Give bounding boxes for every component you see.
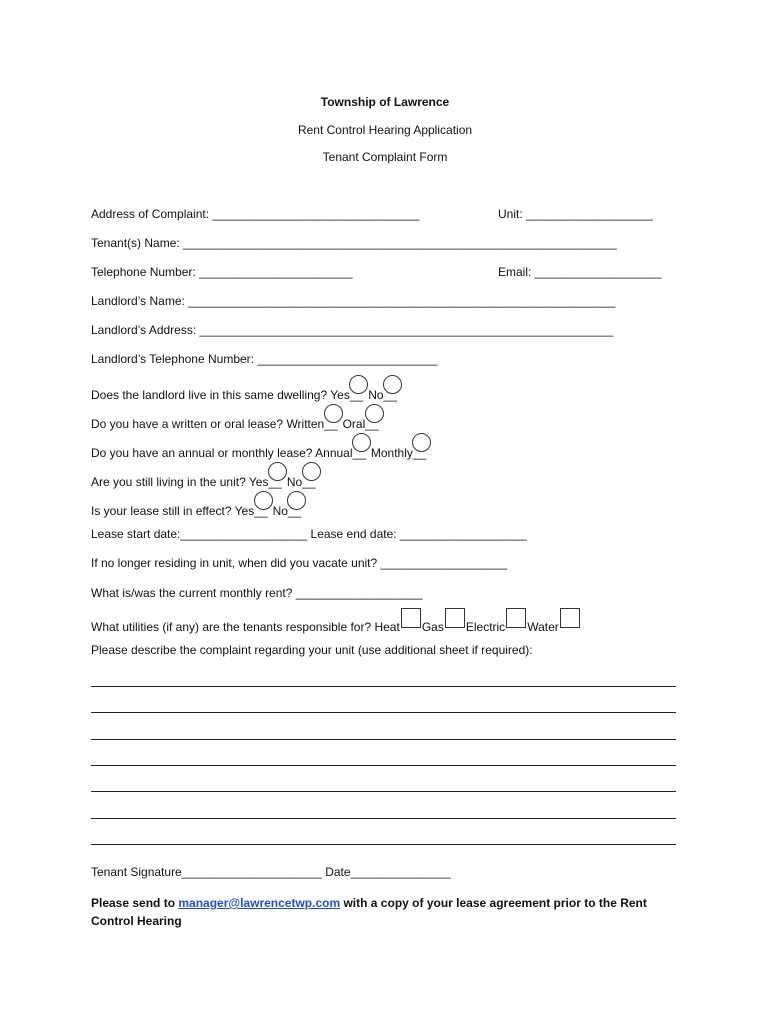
- no-radio[interactable]: [383, 375, 402, 394]
- lease-dates-field[interactable]: Lease start date:___________________ Lease end date: ___________________: [91, 527, 527, 541]
- heat-checkbox[interactable]: [401, 608, 421, 628]
- question-lease-effect: Is your lease still in effect? Yes__ No__: [91, 498, 306, 518]
- option-label: Monthly: [370, 446, 413, 460]
- gas-label: Gas: [421, 620, 444, 634]
- telephone-field[interactable]: Telephone Number: _______________________: [91, 265, 353, 279]
- tenants-name-field[interactable]: Tenant(s) Name: _________________________________________________________________: [91, 236, 617, 250]
- option-label: No: [368, 388, 384, 402]
- monthly-radio[interactable]: [412, 433, 431, 452]
- utilities-question: [91, 614, 581, 634]
- email-field[interactable]: Email: ___________________: [498, 265, 662, 279]
- option-label: Oral: [342, 417, 366, 431]
- complaint-description-label: Please describe the complaint regarding your unit (use additional sheet if required):: [91, 643, 533, 657]
- instructions-text: with a copy of your lease agreement prior to the Rent: [340, 896, 647, 910]
- annual-radio[interactable]: [352, 433, 371, 452]
- landlord-name-field[interactable]: Landlord’s Name: ________________________________________________________________: [91, 294, 616, 308]
- complaint-line[interactable]: [91, 844, 676, 845]
- landlord-address-field[interactable]: Landlord’s Address: ______________________________________________________________: [91, 323, 614, 337]
- question-landlord-lives: Does the landlord live in this same dwelling? Yes__ No__: [91, 382, 402, 402]
- instructions-text: Control Hearing: [91, 914, 182, 928]
- complaint-line[interactable]: [91, 739, 676, 740]
- question-still-living: Are you still living in the unit? Yes__ No__: [91, 469, 321, 489]
- electric-label: Electric: [465, 620, 506, 634]
- option-label: No: [286, 475, 303, 489]
- no-radio[interactable]: [302, 462, 321, 481]
- oral-radio[interactable]: [365, 404, 384, 423]
- question-text: Do you have a written or oral lease? Written: [91, 417, 325, 431]
- unit-field[interactable]: Unit: ___________________: [498, 207, 653, 221]
- gas-checkbox[interactable]: [445, 608, 465, 628]
- water-checkbox[interactable]: [560, 608, 580, 628]
- option-label: No: [272, 504, 288, 518]
- signature-date-field[interactable]: Tenant Signature_____________________ Date_______________: [91, 865, 451, 879]
- no-radio[interactable]: [287, 491, 306, 510]
- electric-checkbox[interactable]: [506, 608, 526, 628]
- complaint-line[interactable]: [91, 818, 676, 819]
- complaint-line[interactable]: [91, 686, 676, 687]
- yes-radio[interactable]: [349, 375, 368, 394]
- question-lease-term: Do you have an annual or monthly lease? Annual__ Monthly__: [91, 440, 431, 460]
- yes-radio[interactable]: [254, 491, 273, 510]
- question-lease-type: Do you have a written or oral lease? Written__ Oral__: [91, 411, 384, 431]
- form-subtitle: Rent Control Hearing Application: [297, 123, 473, 137]
- yes-radio[interactable]: [268, 462, 287, 481]
- manager-email-link[interactable]: manager@lawrencetwp.com: [178, 896, 341, 910]
- monthly-rent-field[interactable]: What is/was the current monthly rent? ___________________: [91, 586, 423, 600]
- form-name: Tenant Complaint Form: [322, 150, 448, 164]
- written-radio[interactable]: [324, 404, 343, 423]
- complaint-line[interactable]: [91, 791, 676, 792]
- address-field[interactable]: Address of Complaint: _______________________________: [91, 207, 420, 221]
- question-text: Do you have an annual or monthly lease? Annual: [91, 446, 353, 460]
- water-label: Water: [527, 620, 559, 634]
- complaint-line[interactable]: [91, 712, 676, 713]
- instructions-text: Please send to: [91, 896, 179, 910]
- submission-instructions: [91, 894, 681, 930]
- vacate-date-field[interactable]: If no longer residing in unit, when did you vacate unit? ___________________: [91, 556, 508, 570]
- question-text: Are you still living in the unit? Yes: [91, 475, 269, 489]
- question-text: Is your lease still in effect? Yes: [91, 504, 255, 518]
- landlord-phone-field[interactable]: Landlord’s Telephone Number: ___________________________: [91, 352, 438, 366]
- question-text: Does the landlord live in this same dwelling? Yes: [91, 388, 350, 402]
- complaint-line[interactable]: [91, 765, 676, 766]
- question-text: What utilities (if any) are the tenants responsible for? Heat: [91, 620, 400, 634]
- form-title: Township of Lawrence: [320, 95, 450, 109]
